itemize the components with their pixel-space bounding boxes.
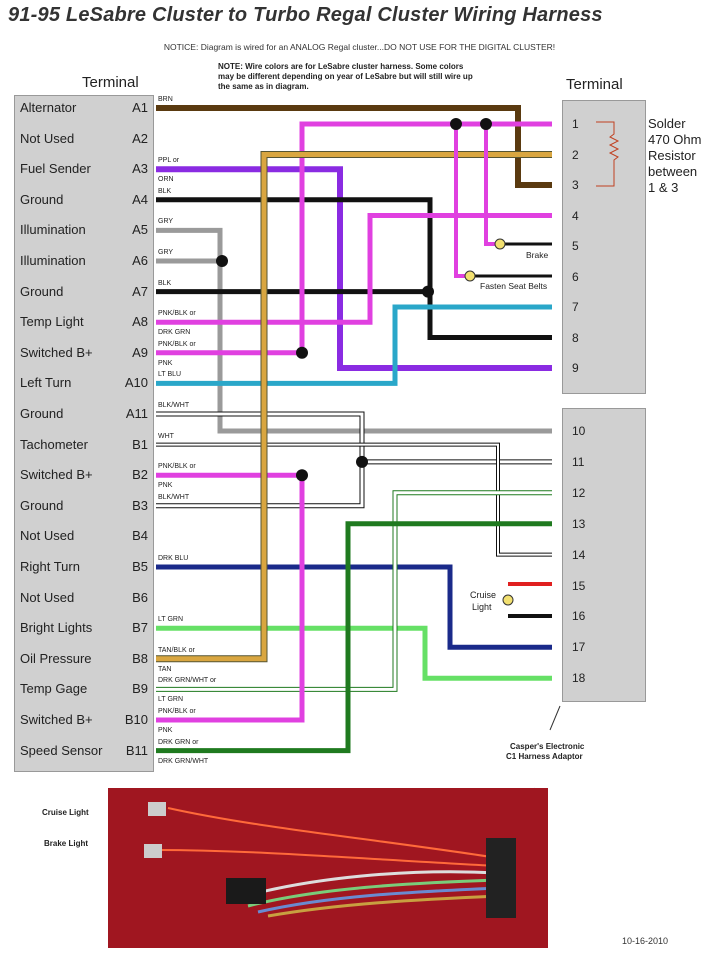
terminal-pin: A1 (132, 100, 148, 115)
left-terminal-header: Terminal (82, 74, 139, 91)
terminal-pin: B1 (132, 436, 148, 452)
terminal-pin: A7 (132, 283, 148, 299)
cruise-light-label-1: Cruise (470, 590, 497, 600)
wire-color-label: BLK/WHT (158, 402, 190, 409)
terminal-pin: B3 (132, 497, 148, 513)
wire-color-label-alt: PNK (158, 482, 173, 490)
right-terminal-number: 17 (572, 640, 586, 655)
junction-dot (450, 118, 462, 130)
wire-color-label: PPL or (158, 157, 180, 165)
terminal-name: Switched B+ (20, 467, 93, 483)
terminal-name: Illumination (20, 253, 86, 268)
harness-photo (108, 788, 548, 948)
right-terminal-number: 8 (572, 330, 579, 345)
terminal-pin: B10 (124, 712, 148, 727)
wire-color-label-alt: PNK (158, 359, 173, 367)
terminal-pin: B5 (132, 559, 148, 574)
right-terminal-number: 16 (572, 609, 586, 624)
right-terminal-header: Terminal (566, 76, 623, 93)
right-terminal-number: 12 (572, 485, 586, 500)
terminal-name: Illumination (20, 222, 86, 238)
terminal-pin: A9 (132, 344, 148, 360)
terminal-name: Fuel Sender (20, 161, 91, 177)
terminal-pin: B7 (132, 620, 148, 636)
terminal-pin: A4 (132, 191, 148, 207)
notice-text: NOTICE: Diagram is wired for an ANALOG Regal cluster...DO NOT USE FOR THE DIGITAL CLUSTER! (163, 42, 556, 52)
wire-fasten-belts (456, 124, 468, 276)
seatbelt-bulb-icon (465, 271, 475, 281)
terminal-name: Switched B+ (20, 344, 93, 360)
terminal-pin: A11 (125, 406, 148, 421)
terminal-name: Not Used (20, 130, 75, 146)
right-terminal-number: 7 (572, 300, 579, 314)
terminal-name: Ground (20, 283, 64, 299)
terminal-pin: A8 (132, 314, 148, 330)
wire-switched-a9 (156, 124, 552, 353)
terminal-pin: A5 (132, 222, 148, 238)
brake-bulb-icon (495, 239, 505, 249)
resistor-note: Solder 470 Ohm Resistor between 1 & 3 (648, 116, 702, 195)
fasten-seat-belts-label: Fasten Seat Belts (480, 281, 548, 291)
wire-color-label: LT GRN (158, 616, 184, 624)
wire-color-label-alt: TAN (158, 665, 172, 673)
terminal-name: Ground (20, 191, 64, 207)
wire-brake (486, 124, 498, 244)
terminal-pin: A2 (132, 130, 148, 146)
right-terminal-number: 5 (572, 239, 579, 253)
wire-speed-sensor (156, 524, 552, 751)
terminal-name: Temp Light (20, 314, 84, 330)
wire-color-label: BLK (158, 187, 172, 195)
wire-alternator (156, 108, 552, 185)
terminal-name: Not Used (20, 589, 75, 605)
adaptor-pointer (550, 706, 560, 730)
wire-color-label: PNK/BLK or (158, 310, 196, 318)
terminal-name: Not Used (20, 528, 75, 544)
right-terminal-number: 4 (572, 208, 579, 223)
wire-color-label-alt: ORN (158, 176, 174, 184)
cruise-bulb-icon (503, 595, 513, 605)
terminal-name: Ground (20, 406, 64, 421)
wire-right-turn (156, 567, 552, 647)
junction-dot (356, 456, 368, 468)
right-terminal-number: 14 (572, 547, 586, 562)
wire-color-label: TAN/BLK or (158, 646, 195, 654)
wire-bright-lights (156, 628, 552, 678)
date-label: 10-16-2010 (622, 936, 669, 946)
wire-left-turn (156, 307, 552, 383)
terminal-pin: B9 (132, 681, 148, 697)
terminal-pin: A6 (132, 253, 148, 268)
wire-ground-a4 (156, 200, 552, 338)
wire-color-label: DRK GRN/WHT or (158, 677, 217, 685)
right-terminal-number: 6 (572, 269, 579, 284)
terminal-pin: B8 (132, 650, 148, 666)
terminal-name: Alternator (20, 100, 77, 115)
wire-color-label-alt: PNK (158, 727, 173, 734)
wire-color-label: DRK BLU (158, 555, 189, 562)
terminal-name: Switched B+ (20, 712, 93, 727)
resistor-symbol (596, 122, 618, 186)
right-terminal-number: 3 (572, 178, 579, 192)
terminal-pin: A10 (124, 375, 148, 391)
terminal-name: Right Turn (20, 559, 80, 574)
junction-dot (216, 255, 228, 267)
wire-color-label: PNK/BLK or (158, 463, 196, 471)
wire-color-label-alt: DRK GRN/WHT (158, 757, 209, 765)
wire-color-label: LT BLU (158, 371, 182, 379)
junction-dot (422, 286, 434, 298)
wire-color-label: GRY (158, 249, 174, 256)
page-title: 91-95 LeSabre Cluster to Turbo Regal Cluster Wiring Harness (8, 4, 603, 26)
wire-ground-bw (156, 414, 362, 506)
terminal-pin: B4 (132, 528, 148, 544)
right-terminal-number: 11 (572, 454, 585, 469)
wire-color-label: PNK/BLK or (158, 340, 196, 348)
terminal-name: Tachometer (20, 436, 88, 452)
wire-color-label: GRY (158, 218, 174, 226)
terminal-name: Left Turn (20, 375, 72, 391)
wire-color-label: BRN (158, 96, 173, 103)
terminal-name: Temp Gage (20, 681, 88, 697)
right-terminal-number: 2 (572, 147, 579, 162)
harness-photo-drawing (108, 788, 548, 948)
junction-dot (296, 469, 308, 481)
wire-color-label: BLK/WHT (158, 493, 190, 501)
wire-color-label: BLK (158, 279, 172, 287)
terminal-pin: A3 (132, 161, 148, 177)
wire-ground-bw-outline (156, 414, 362, 506)
terminal-pin: B2 (132, 467, 148, 483)
right-terminal-number: 18 (572, 671, 586, 686)
right-terminal-number: 13 (572, 516, 586, 531)
cruise-light-label-2: Light (472, 602, 492, 612)
wire-color-label: PNK/BLK or (158, 708, 196, 715)
terminal-name: Speed Sensor (20, 742, 103, 758)
photo-brake-light-label: Brake Light (44, 839, 89, 848)
brake-label: Brake (526, 250, 549, 260)
terminal-pin: B11 (125, 742, 148, 758)
terminal-name: Ground (20, 497, 64, 513)
terminal-name: Oil Pressure (20, 650, 92, 666)
junction-dot (296, 347, 308, 359)
junction-dot (480, 118, 492, 130)
wire-color-note: NOTE: Wire colors are for LeSabre cluster harness. Some colors may be different depending on year of LeSabre but will still wire up the same as in diagram. (218, 62, 473, 91)
right-terminal-number: 10 (572, 424, 586, 438)
adaptor-label-2: C1 Harness Adaptor (506, 752, 583, 761)
terminal-name: Bright Lights (20, 620, 93, 636)
right-terminal-number: 1 (572, 117, 579, 131)
wire-color-label: WHT (158, 432, 174, 440)
right-terminal-number: 15 (572, 578, 586, 593)
wire-color-label: DRK GRN or (158, 738, 199, 746)
wire-switched-b10 (156, 475, 302, 720)
adaptor-label-1: Casper's Electronic (510, 742, 585, 751)
right-terminal-number: 9 (572, 361, 579, 375)
terminal-pin: B6 (132, 589, 148, 605)
wire-color-label-alt: DRK GRN (158, 329, 191, 337)
wire-color-label-alt: LT GRN (158, 696, 184, 704)
photo-cruise-light-label: Cruise Light (42, 808, 89, 817)
